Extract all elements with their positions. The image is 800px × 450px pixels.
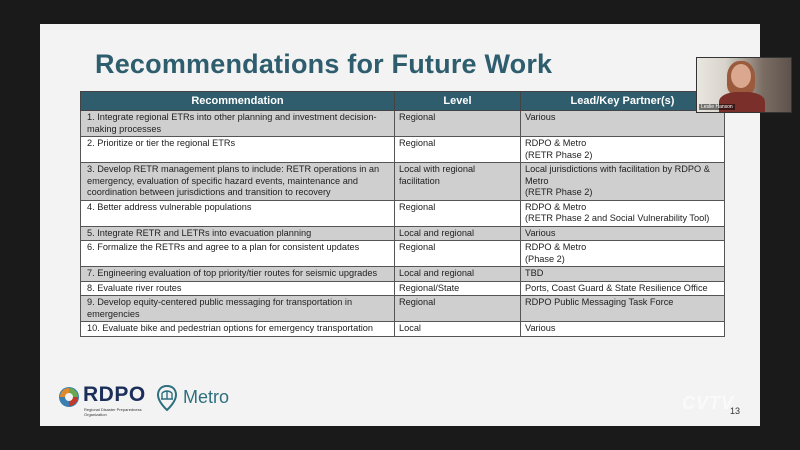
cell-recommendation-text: 3. Develop RETR management plans to include: RETR operations in an emergency, evaluation of specific hazard events, maintenance and coordination between jurisdictions and transition to recovery	[87, 164, 380, 197]
table-row	[81, 267, 725, 282]
cell-recommendation-text: 4. Better address vulnerable populations	[87, 201, 252, 212]
cell-lead-partner	[521, 267, 725, 282]
cell-level	[395, 200, 521, 226]
table-row	[81, 111, 725, 137]
cell-recommendation	[81, 241, 395, 267]
cell-lead-partner	[521, 163, 725, 201]
metro-bridge-logo-icon	[156, 385, 178, 411]
slide-page-number: 13	[729, 406, 740, 416]
cell-lead-partner-text: RDPO Public Messaging Task Force	[525, 297, 674, 307]
cell-level-text: Regional	[399, 138, 436, 148]
column-header-lead-partner: Lead/Key Partner(s)	[521, 92, 725, 111]
cell-lead-partner-text: Various	[525, 323, 556, 333]
cell-recommendation-text: 1. Integrate regional ETRs into other planning and investment decision-making processes	[87, 112, 377, 134]
table-row	[81, 200, 725, 226]
cell-recommendation	[81, 226, 395, 241]
cell-recommendation	[81, 281, 395, 296]
cell-recommendation	[81, 200, 395, 226]
cell-recommendation-text: 5. Integrate RETR and LETRs into evacuation planning	[87, 227, 312, 238]
cell-level	[395, 111, 521, 137]
cell-recommendation	[81, 163, 395, 201]
cell-level	[395, 163, 521, 201]
cell-recommendation-text: 10. Evaluate bike and pedestrian options for emergency transportation	[87, 323, 374, 333]
footer-logos	[58, 382, 258, 418]
cell-lead-partner	[521, 322, 725, 337]
cell-level-text: Local and regional	[399, 268, 475, 278]
participant-name-label: Leslie Hanson	[701, 104, 733, 110]
participant-face	[731, 64, 751, 88]
cell-level-text: Local	[399, 323, 421, 333]
rdpo-logo-text: RDPO	[83, 383, 146, 406]
cell-level-text: Local with regional facilitation	[399, 164, 476, 186]
cell-lead-partner-text: Ports, Coast Guard & State Resilience Office	[525, 282, 708, 293]
cell-lead-partner-text: Various	[525, 112, 556, 122]
table-body	[81, 111, 725, 337]
cell-recommendation	[81, 322, 395, 337]
cell-level	[395, 267, 521, 282]
table-row	[81, 281, 725, 296]
cell-recommendation	[81, 267, 395, 282]
cell-lead-partner-text: RDPO & Metro (RETR Phase 2 and Social Vulnerability Tool)	[525, 201, 710, 223]
cell-recommendation-text: 2. Prioritize or tier the regional ETRs	[87, 138, 236, 148]
recommendations-table	[80, 91, 725, 337]
cell-level	[395, 296, 521, 322]
table-row	[81, 163, 725, 201]
cell-lead-partner-text: RDPO & Metro (RETR Phase 2)	[525, 138, 593, 160]
cell-level-text: Regional/State	[399, 282, 460, 293]
cell-level-text: Regional	[399, 112, 436, 122]
cell-level	[395, 137, 521, 163]
table-row	[81, 241, 725, 267]
cell-level	[395, 241, 521, 267]
cell-lead-partner	[521, 226, 725, 241]
cell-recommendation	[81, 296, 395, 322]
slide-title: Recommendations for Future Work	[95, 49, 553, 79]
cell-recommendation	[81, 111, 395, 137]
rdpo-globe-logo-icon	[58, 386, 80, 408]
table-row	[81, 137, 725, 163]
cell-lead-partner	[521, 241, 725, 267]
cell-recommendation-text: 8. Evaluate river routes	[87, 282, 182, 293]
webcam-thumbnail[interactable]	[696, 57, 792, 113]
cell-recommendation-text: 6. Formalize the RETRs and agree to a plan for consistent updates	[87, 242, 360, 252]
cell-level	[395, 226, 521, 241]
cvtv-watermark: CVTV	[682, 393, 735, 413]
column-header-recommendation: Recommendation	[81, 92, 395, 111]
table-row	[81, 322, 725, 337]
cell-level-text: Regional	[399, 242, 436, 252]
cell-lead-partner-text: Local jurisdictions with facilitation by RDPO & Metro (RETR Phase 2)	[525, 164, 710, 197]
cell-recommendation-text: 9. Develop equity-centered public messaging for transportation in emergencies	[87, 297, 353, 319]
cell-lead-partner-text: RDPO & Metro (Phase 2)	[525, 242, 587, 264]
cell-lead-partner-text: TBD	[525, 268, 544, 278]
cell-lead-partner	[521, 137, 725, 163]
cell-lead-partner	[521, 200, 725, 226]
cell-lead-partner	[521, 111, 725, 137]
table-header-row	[81, 92, 725, 111]
presentation-slide	[40, 24, 760, 426]
cell-level-text: Local and regional	[399, 227, 475, 238]
cell-lead-partner	[521, 281, 725, 296]
cell-recommendation-text: 7. Engineering evaluation of top priority/tier routes for seismic upgrades	[87, 268, 378, 278]
table-row	[81, 226, 725, 241]
cell-level-text: Regional	[399, 201, 436, 212]
column-header-level: Level	[395, 92, 521, 111]
cell-level	[395, 281, 521, 296]
cell-lead-partner-text: Various	[525, 227, 556, 238]
table-row	[81, 296, 725, 322]
rdpo-subtitle: Regional Disaster Preparedness Organization	[84, 407, 142, 417]
cell-level-text: Regional	[399, 297, 436, 307]
cell-level	[395, 322, 521, 337]
cell-lead-partner	[521, 296, 725, 322]
cell-recommendation	[81, 137, 395, 163]
metro-logo-text: Metro	[183, 387, 230, 407]
